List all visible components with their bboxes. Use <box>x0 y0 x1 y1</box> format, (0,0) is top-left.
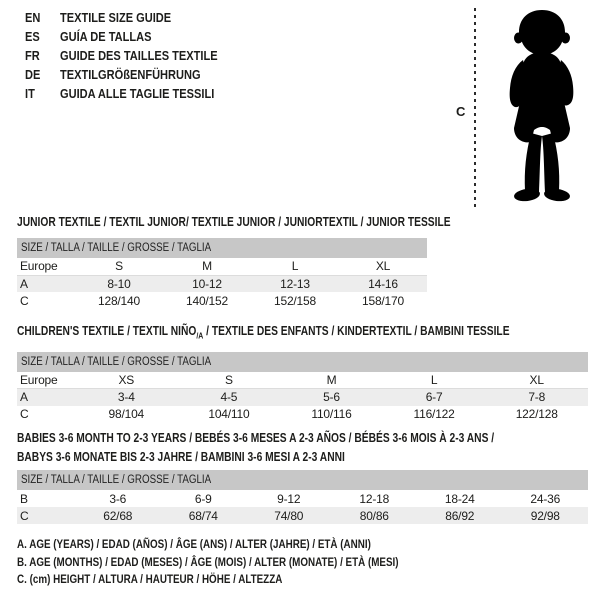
note-line: B. AGE (MONTHS) / EDAD (MESES) / ÂGE (MOIS) / ALTER (MONATE) / ETÀ (MESI) <box>17 554 399 569</box>
language-row <box>25 46 245 65</box>
size-table-children <box>17 372 588 423</box>
language-label: TEXTILGRÖßENFÜHRUNG <box>60 67 201 82</box>
size-cell: M <box>326 372 337 387</box>
language-row <box>25 27 245 46</box>
size-cell: 6-9 <box>194 491 212 506</box>
size-cell: 158/170 <box>362 293 404 308</box>
size-cell: 8-10 <box>107 276 131 291</box>
size-cell: S <box>115 259 123 274</box>
note-line: C. (cm) HEIGHT / ALTURA / HAUTEUR / HÖHE / ALTEZZA <box>17 572 283 586</box>
row-label: Europe <box>20 259 58 274</box>
language-code: DE <box>25 67 41 82</box>
size-cell: 3-6 <box>109 491 127 506</box>
section-babies <box>17 429 588 524</box>
size-cell: 62/68 <box>103 508 133 523</box>
language-code: IT <box>25 86 35 101</box>
language-row <box>25 8 245 27</box>
size-cell: 98/104 <box>108 407 145 421</box>
row-label: C <box>20 508 29 523</box>
size-cell: 7-8 <box>528 390 546 405</box>
size-cell: S <box>224 372 233 387</box>
size-cell: 122/128 <box>515 407 558 421</box>
size-cell: 104/110 <box>208 407 250 421</box>
size-cell: 24-36 <box>530 491 561 506</box>
size-cell: XL <box>529 372 544 387</box>
table-row <box>17 490 588 507</box>
table-row <box>17 275 427 292</box>
language-label: GUÍA DE TALLAS <box>60 29 152 44</box>
size-cell: 128/140 <box>98 293 140 308</box>
size-cell: 12-13 <box>280 276 310 291</box>
table-row <box>17 292 427 309</box>
size-cell: 92/98 <box>530 508 560 523</box>
size-cell: 140/152 <box>186 293 228 308</box>
row-label: C <box>20 293 29 308</box>
size-cell: L <box>430 372 438 387</box>
row-label: A <box>20 276 28 291</box>
size-cell: 86/92 <box>445 508 475 523</box>
size-cell: 74/80 <box>274 508 304 523</box>
baby-silhouette-icon <box>492 8 592 208</box>
table-row <box>17 507 588 524</box>
language-label: GUIDA ALLE TAGLIE TESSILI <box>60 86 215 101</box>
section-title: BABIES 3-6 MONTH TO 2-3 YEARS / BEBÉS 3-6 MESES A 2-3 AÑOS / BÉBÉS 3-6 MOIS À 2-3 ANS / BABYS 3-6 MONATE BIS 2-3 JAHRE / BAMBINI 3-6 MESI A 2-3 ANNI <box>17 431 495 464</box>
size-cell: 10-12 <box>192 276 222 291</box>
row-label: A <box>20 390 28 405</box>
size-cell: 68/74 <box>188 508 218 523</box>
height-figure <box>448 6 596 214</box>
size-cell: 152/158 <box>274 293 316 308</box>
size-cell: 110/116 <box>311 407 352 421</box>
size-cell: 116/122 <box>413 407 455 421</box>
height-dashed-line <box>474 8 476 210</box>
size-cell: 6-7 <box>425 390 443 405</box>
section-title: JUNIOR TEXTILE / TEXTIL JUNIOR/ TEXTILE JUNIOR / JUNIORTEXTIL / JUNIOR TESSILE <box>17 215 451 229</box>
language-row <box>25 65 245 84</box>
row-label: C <box>20 407 29 421</box>
table-row <box>17 406 588 423</box>
language-code: FR <box>25 48 40 63</box>
size-cell: XS <box>118 372 135 387</box>
row-label: B <box>20 491 28 506</box>
size-table-babies <box>17 490 588 524</box>
language-code: ES <box>25 29 40 44</box>
language-code: EN <box>25 10 41 25</box>
section-junior <box>17 215 451 309</box>
table-row <box>17 389 588 406</box>
size-cell: 3-4 <box>117 390 135 405</box>
size-table-junior <box>17 258 427 309</box>
footnotes <box>17 536 482 589</box>
size-cell: 14-16 <box>368 276 398 291</box>
section-children <box>17 324 588 423</box>
size-header-bar: SIZE / TALLA / TAILLE / GRÖSSE / TAGLIA <box>17 470 588 490</box>
language-list <box>25 8 245 103</box>
size-header-bar: SIZE / TALLA / TAILLE / GRÖSSE / TAGLIA <box>17 352 588 372</box>
size-cell: 5-6 <box>323 390 340 405</box>
size-cell: 4-5 <box>220 390 238 405</box>
size-cell: 80/86 <box>359 508 389 523</box>
language-row <box>25 84 245 103</box>
section-title: CHILDREN'S TEXTILE / TEXTIL $NIÑO_{/A}$ / TEXTILE DES ENFANTS / KINDERTEXTIL / BAMBINI TESSILE <box>17 324 510 341</box>
row-label: Europe <box>20 372 58 387</box>
size-header-bar: SIZE / TALLA / TAILLE / GRÖSSE / TAGLIA <box>17 238 427 258</box>
size-cell: L <box>291 259 299 274</box>
table-row <box>17 258 427 275</box>
size-cell: 12-18 <box>359 491 390 506</box>
height-label-c: C <box>456 104 466 119</box>
size-cell: 18-24 <box>444 491 475 506</box>
note-line: A. AGE (YEARS) / EDAD (AÑOS) / ÂGE (ANS) / ALTER (JAHRE) / ETÀ (ANNI) <box>17 537 371 551</box>
size-cell: M <box>202 259 212 274</box>
table-row <box>17 372 588 389</box>
size-cell: 9-12 <box>277 491 301 506</box>
size-cell: XL <box>375 259 391 274</box>
language-label: GUIDE DES TAILLES TEXTILE <box>60 48 218 63</box>
language-label: TEXTILE SIZE GUIDE <box>60 10 172 25</box>
